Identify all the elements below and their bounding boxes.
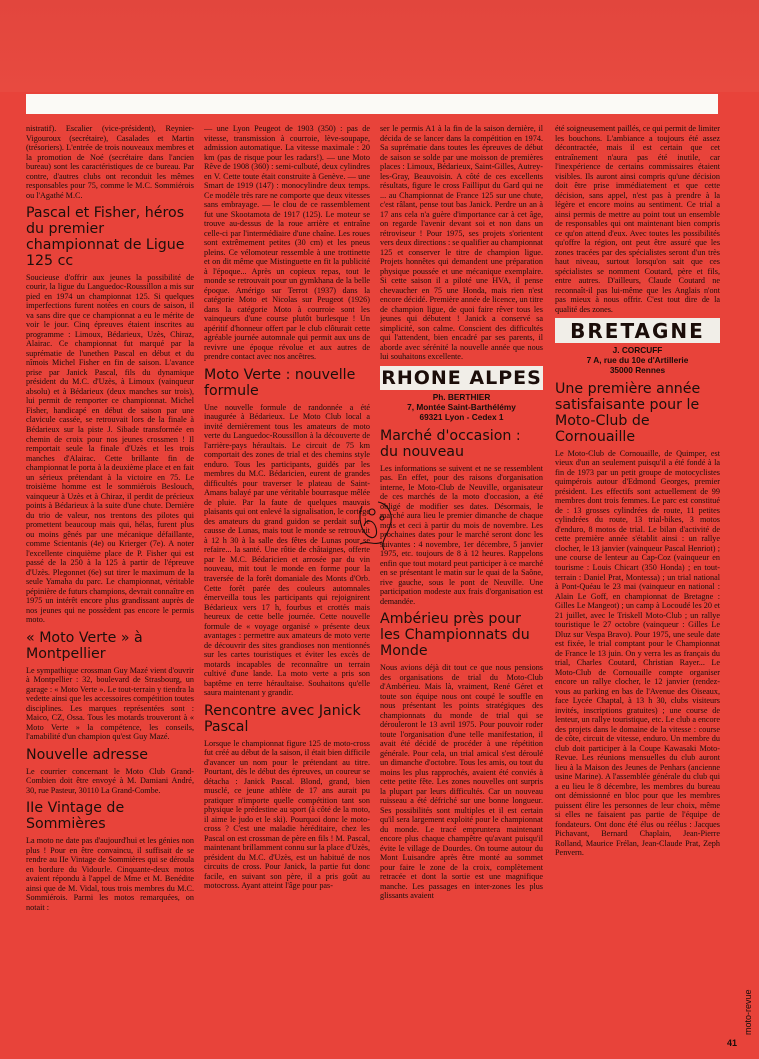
paragraph: La moto ne date pas d'aujourd'hui et les génies non plus ! Pour en être convaincu, il suffisait de se rendre au IIe Vintage de Sommières qui se déroula en bordure du Vidourle. Cinquante-deux motos avaient répondu à l'appel de Mme et M. Benédite ainsi que de M. Vidal, tous trois membres du M.C. Sommiérois. Parmi les motos remarquées, on notait :: [26, 836, 194, 912]
paragraph: Le courrier concernant le Moto Club Grand-Combien doit être envoyé à M. Damiani André, 30, rue Pasteur, 30110 La Grand-Combe.: [26, 766, 194, 795]
paragraph: Nous avions déjà dit tout ce que nous pensions des organisations de trial du Moto-Club d'Ambérieu. Mais là, vraiment, René Géret et toute son équipe nous ont coupé le souffle en nous présentant les points stratégiques des championnats du monde de trial qui se dérouleront le 13 avril 1975. Pour pouvoir roder toute l'organisation d'une telle manifestation, il avait été décidé de procéder à une répétition générale. Pour cela, un trial amical s'est déroulé un dimanche d'octobre. Tous les amis, ou tout du moins les plus rapprochés, avaient été conviés à cette petite fête. Les zones nouvelles ont surpris la plupart par leurs difficultés. Car un nouveau ruisseau a été défriché sur une bonne longueur. Ses possibilités sont multiples et il est certain qu'il sera largement exploité pour le championnat du monde. Le tracé empruntera maintenant encore plus chaque champêtre qu'avant puisqu'il évite le village de Dourdes. On tourne autour du Mont Luisandre après être monté au sommet pour faire le zone de la croix, complètement retracée et dont la sortie est une magnifique manche. Les passages en inter-zones les plus glissants avaient: [380, 663, 543, 901]
headline-nouvelle-adresse: Nouvelle adresse: [26, 746, 148, 763]
region-title-box: [555, 318, 720, 343]
top-photo-band: [0, 0, 759, 92]
magazine-side-label: [743, 975, 755, 1035]
headline-cornouaille: Une première année satisfaisante pour le Moto-Club de Cornouaille: [555, 381, 701, 445]
paragraph: ser le permis A1 à la fin de la saison dernière, il décida de se lancer dans la compétition en 1974. Sa suprématie dans toutes les épreuves de début de saison se solde par une moisson de premières places : Limoux, Bédarieux, Saint-Gilles, Autrey-les-Gray, Beauvoisin. A côté de ces excellents résultats, figure le cross Failliput du Gard qui ne ... au Championnat de France 125 sur une chute, c'est râlant, pense tout bas Janick. Perdre un an à 17 ans cela n'a guère d'importance car à cet âge, on regarde l'avenir devant soi et non dans un rétroviseur ! Pour 1975, ses projets s'orientent vers deux directions : se qualifier au championnat 125 et conserver le titre de champion ligue. Projets honnêtes qui demandent une préparation physique poussée et une mécanique exemplaire. Si cette saison il a piloté une HVA, il pense chevaucher en 75 une Honda, mais rien n'est encore décidé. Première année de licence, un titre de champion ligue, de quoi faire rêver tous les jeunes qui débutent ! Janick a conservé sa simplicité, son calme. Conscient des difficultés qui l'attendent, bien encadré par ses parents, il aborde avec sérénité la nouvelle année que nous lui souhaitons excellente.: [380, 124, 543, 362]
paragraph: Une nouvelle formule de randonnée a été inaugurée à Bédarieux. Le Moto Club local a invité dernièrement tous les amateurs de moto verte du Languedoc-Roussillon à la découverte de l'arrière-pays héraultais. Le circuit de 75 km comportait des zones de trial et des chemins style enduro. Tous les participants, guidés par les membres du M.C. Bédaricien, eurent de grandes difficultés pour traverser le plateau de Saint-Amans balayé par une véritable bourrasque mêlée de pluie. Par la faute de quelques mauvais plaisants qui ont enlevé la signalisation, le cortège des amateurs du grand guidon se perdait sur le causse de Lunas, mais tout le monde se retrouvait à 12 h 30 à la salle des fêtes de Lunas pour se refaire... la santé. Une rôtie de châtaignes, offerte par le M.C. Bédaricien et arrosée par du vin nouveau, mit tout le monde en forme pour la traversée de la forêt domaniale des Monts d'Orb. Cette forêt parée des couleurs automnales émerveilla tous les participants qui rejoignirent Bédarieux vers 17 h, fourbus et crottés mais heureux de cette belle journée. Cette nouvelle formule de « voyage organisé » présente deux avantages : permettre aux amateurs de moto verte de découvrir des sites grandioses non mentionnés sur les cartes touristiques et éviter les excès de motards incapables de reconnaître un terrain cultivé d'une lande. La moto verte a pris son baptême en terre héraultaise. Souhaitons qu'elle saura maintenant y grandir.: [204, 402, 370, 698]
address-line: 7, Montée Saint-Barthélémy: [407, 401, 516, 412]
correspondent-name: J. CORCUFF: [612, 345, 663, 356]
paragraph: Soucieuse d'offrir aux jeunes la possibilité de courir, la ligue du Languedoc-Roussillon a mis sur pied en 1974 un championnat 125. Si quelques imperfections furent notées en cours de saison, il va sans dire que ce championnat a eu le mérite de voir le jour. Cinq épreuves étaient inscrites au programme : Limoux, Bédarieux, Uzès, Chiraz, Alairac. Ce championnat fut marqué par la suprématie de l'unethen Pascal en début et du nîmois Michel Fisher en fin de saison. L'avance prise par Janick Pascal, fils du dynamique président du M.C. d'Uzès, à Limoux (vainqueur absolu) et à Bédarieux (deux manches sur trois), lui permit de remporter ce championnat. Michel Fisher, handicapé en début de saison par une clavicule cassée, se retrouvait lors de la finale à Bédarieux sur la piste J. Sibade transformée en chemin de croix pour nos jeunes crossmen ! Il remportait seule la finale d'Uzès et les trois manches d'Alairac. Cette brillante fin de championnat le porta à la deuxième place et en fait un sérieux prétendant à la victoire en 75. Le troisième homme est le sommiérois Beslouch, vainqueur à Uzès et à Chiraz, il perdit de précieux points à Bédarieux à la suite d'une chute. Dernière du trio de valeur, nos trentons des pilotes qui promettent beaucoup mais qui, hélas, furent plus ou moins gênés par une mécanique défaillante, comme Scientanis (4e) ou Krierger (7e). A noter l'excellente cinquième place de P. Fisher qui est passé de la 250 à la 125 à partir de l'épreuve d'Uzès. Plegonnet (6e) sut tirer le maximum de la seule Yamaha du parc. Le championnat, véritable pépinière de futurs champions, devrait connaître en 1975 un intérêt encore plus grandissant auprès de nos jeunes qui ne possèdent pas encore le permis moto.: [26, 272, 194, 625]
headline-vintage-sommieres: IIe Vintage de Sommières: [26, 800, 125, 833]
headline-pascal-fisher: Pascal et Fisher, héros du premier championnat de Ligue 125 cc: [26, 205, 185, 269]
column-2: [204, 124, 370, 1049]
address-line: 69321 Lyon - Cedex 1: [419, 411, 504, 422]
column-1: [26, 124, 194, 1049]
paragraph: Lorsque le championnat figure 125 de moto-cross fut créé au début de la saison, il était bien difficile d'avancer un nom pour le prétendant au titre. Pourtant, dès le début des épreuves, un coureur se détacha : Janick Pascal. Blond, grand, bien musclé, ce jeune athlète de 17 ans aurait pu pratiquer n'importe quelle compétition tant son physique le prédestine au sport (à côté de la moto, il aime le judo et le ski). Pourquoi donc le moto-cross ? C'est une maladie héréditaire, chez les Pascal on est crossman de père en fils ! M. Pascal, maintenant brillamment connu sur la place d'Uzès, président du M.C. d'Uzès, est un habitué de nos circuits de cross. Pour Janick, la partie fut donc facile, en suivant son père, il a pris goût au motocross. Ayant atteint l'âge pour pas-: [204, 738, 370, 891]
correspondent-name: Ph. BERTHIER: [432, 391, 491, 402]
header-bar: [26, 94, 718, 114]
address-line: 7 A, rue du 10e d'Artillerie: [586, 355, 689, 366]
region-title-box: [380, 366, 543, 390]
column-3: [380, 124, 543, 1049]
paragraph: nistratif). Escalier (vice-président), Reynier-Vigouroux (secrétaire), Casalades et Martin (trésoriers). L'entrée de trois nouveaux membres et la promotion de Noé (secrétaire dans l'ancien bureau) sont les caractéristiques de ce bureau. Par contre, d'autres clubs ont reconduit les mêmes responsables pour 75, comme le M.C. Sommiérois ou l'Agathé M.C.: [26, 124, 194, 200]
address-line: 35000 Rennes: [609, 365, 666, 376]
paragraph: Le Moto-Club de Cornouaille, de Quimper, est vieux d'un an seulement puisqu'il a été fondé à la fin de 1973 par un petit groupe de motocyclistes quimpérois autour d'Edmond Georges, premier président. Les effectifs sont actuellement de 99 membres dont trois femmes. Le parc est constitué de : 13 grosses cylindrées de route, 11 petites cylindrées du route, 13 trial-bikes, 3 motos d'enduro, 8 motos de trial. Le bilan d'activité de cette première année s'établit ainsi : un rallye clocher, le 13 janvier (vainqueur Pascal Henriot) ; une course de lenteur au Cap-Coz (vainqueur en tourisme : Louis Chicart (350 Honda) ; en tout-terrain : Daniel Prat, Montessa) ; un trial national à Pont-Quéau le 23 mai (vainqueur en national : Alain Le Goff, en championnat de Bretagne : Gilles Le Mangeot) ; un camp à Locoudé les 20 et 21 juillet, avec le Triskell Moto-Club ; un rallye touristique le 27 octobre (vainqueur : Gilles Le Dluz sur Vespa Bravo). Pour 1975, une seule date est fixée, le trial comptant pour le Championnat de France le 13 juin. On y verra les as français du trial, Charles Coutard, Christian Rayer... Le Moto-Club de Cornouaille compte organiser encore un rallye clocher, le 12 janvier (rendez-vous au parking en bas de l'Avenue des Oiseaux, face Lycée Chaptal, à 13 h 30, clubs visiteurs invités, inscriptions gratuites) ; une course de lenteur, un rallye touristique, etc. Le club a encore des projets dans le domaine de la vitesse : course de côte, circuit de vitesse, enduro. Un membre du club doit participer à la Coupe Kawasaki Moto-Revue. Les réunions mensuelles du club auront lieu à la Maison des Jeunes de Penhars (ancienne usine Marine). A l'assemblée générale du club qui a eu lieu le 8 décembre, les membres du bureau ont démissionné en bloc pour que les membres puissent élire les personnes de leur choix, même si elles ne faisaient pas partie de l'équipe de fondateurs. Ont donc été élus ou réélus : Jacques Pichavant, Bernard Chaplain, Jean-Pierre Rolland, Maurice Frélan, Jean-Claude Prat, Zeph Penvern.: [555, 448, 720, 858]
headline-rencontre-janick: Rencontre avec Janick Pascal: [204, 702, 361, 735]
doodle-illustration: [354, 496, 398, 556]
region-title-rhone-alpes: RHONE ALPES: [381, 366, 542, 389]
headline-moto-verte-formule: Moto Verte : nouvelle formule: [204, 366, 356, 399]
page-number: 41: [726, 1038, 737, 1048]
region-title-bretagne: BRETAGNE: [570, 319, 705, 344]
sidebar-text: moto-revue: [743, 989, 753, 1035]
correspondent-address: [380, 393, 543, 423]
headline-moto-verte-montpellier: « Moto Verte » à Montpellier: [26, 629, 143, 662]
column-4: [555, 124, 720, 1049]
correspondent-address: [555, 346, 720, 376]
headline-marche-occasion: Marché d'occasion : du nouveau: [380, 427, 521, 460]
paragraph: Les informations se suivent et ne se ressemblent pas. En effet, pour des raisons d'organisation interne, le Moto-Club de Neuville, organisateur de ces marchés de la moto d'occasion, a été obligé de modifier ses dates. Désormais, le marché aura lieu le premier dimanche de chaque mois et ceci à partir du mois de novembre. Les prochaines dates pour le marché seront donc les suivantes : 4 novembre, 1er décembre, 5 janvier 1975, etc. toujours de 8 à 12 heures. Rappelons enfin que tout motard peut participer à ce marché en se présentant le matin sur le quai de la Saône, rive gauche, sous le pont de Neuville. Une participation modeste aux frais d'organisation est demandée.: [380, 463, 543, 606]
headline-amberieu: Ambérieu près pour les Championnats du Monde: [380, 611, 530, 660]
paragraph: été soigneusement paillés, ce qui permit de limiter les bouchons. L'ambiance a toujours été assez décontractée, mais il est certain que cet entraînement n'aura pas été inutile, car l'inexpérience de certains commissaires étaient visibles. Ils auront ainsi compris qu'une décision doit être prise immédiatement et que cette décision, sans appel, n'est pas à prendre à la légère et encore moins au sentiment. Ce trial a ainsi permis de mettre au point tout un ensemble de responsables qui ont maintenant bien compris ce qu'on attend d'eux. Avec toutes les possibilités qu'offre la région, ont peut être assuré que les zones tracées par des spécialistes seront d'un très haut niveau, surtout lorsqu'on sait que ces spécialistes se nomment Coutard, père et fils, entre autres. D'ailleurs, Claude Coutard ne reconnaît-il pas lui-même que les Anglais n'ont pas mieux à nous offrir. C'est tout dire de la qualité des zones.: [555, 124, 720, 314]
paragraph: — une Lyon Peugeot de 1903 (350) : pas de vitesse, transmission à courroie, lève-soupape, admission automatique. La vitesse maximale : 20 km (pas de risque pour les radars!). — une Moto Rêve de 1908 (360) : semi-culbuté, deux cylindres en V. Cette toute était construite à Genève. — une Smart de 1919 (147) : monocylindre deux temps. Ce modèle très rare ne comporte que deux vitesses sans embrayage. — le clou de ce rassemblement fut une Skootamota de 1917 (125). Le moteur se trouve au-dessus de la roue arrière et entraîne celle-ci par l'intermédiaire d'une chaîne. Les roues sont extrêmement petites (30 cm) et les pneus pleins. Ce vélomoteur ressemble à une trottinette et on dit même que Mistinguette en fit la publicité à l'époque... Après un copieux repas, tout le monde se retrouvait pour un gymkhana de la belle époque. Amérigo sur Terrot (1937) dans la catégorie Moto et Nicolas sur Peugeot (1926) dans la catégorie Moto à courroie sont les vainqueurs d'une course plutôt burlesque ! Un apéritif d'honneur offert par le club clôturait cette agréable journée automnale qui permit aux uns de revivre une époque révolue et aux autres de prendre contact avec nos ancêtres.: [204, 124, 370, 362]
paragraph: Le sympathique crossman Guy Mazé vient d'ouvrir à Montpellier : 32, boulevard de Strasbourg, un garage : « Moto Verte ». Le tout-terrain y tiendra la vedette ainsi que les accessoires compétition toutes disciplines. Les marques représentées sont : Maico, CZ, Ossa. Tous les motards trouveront à « Moto Verte » la compétence, les conseils, l'amabilité d'un champion qu'est Guy Mazé.: [26, 665, 194, 742]
